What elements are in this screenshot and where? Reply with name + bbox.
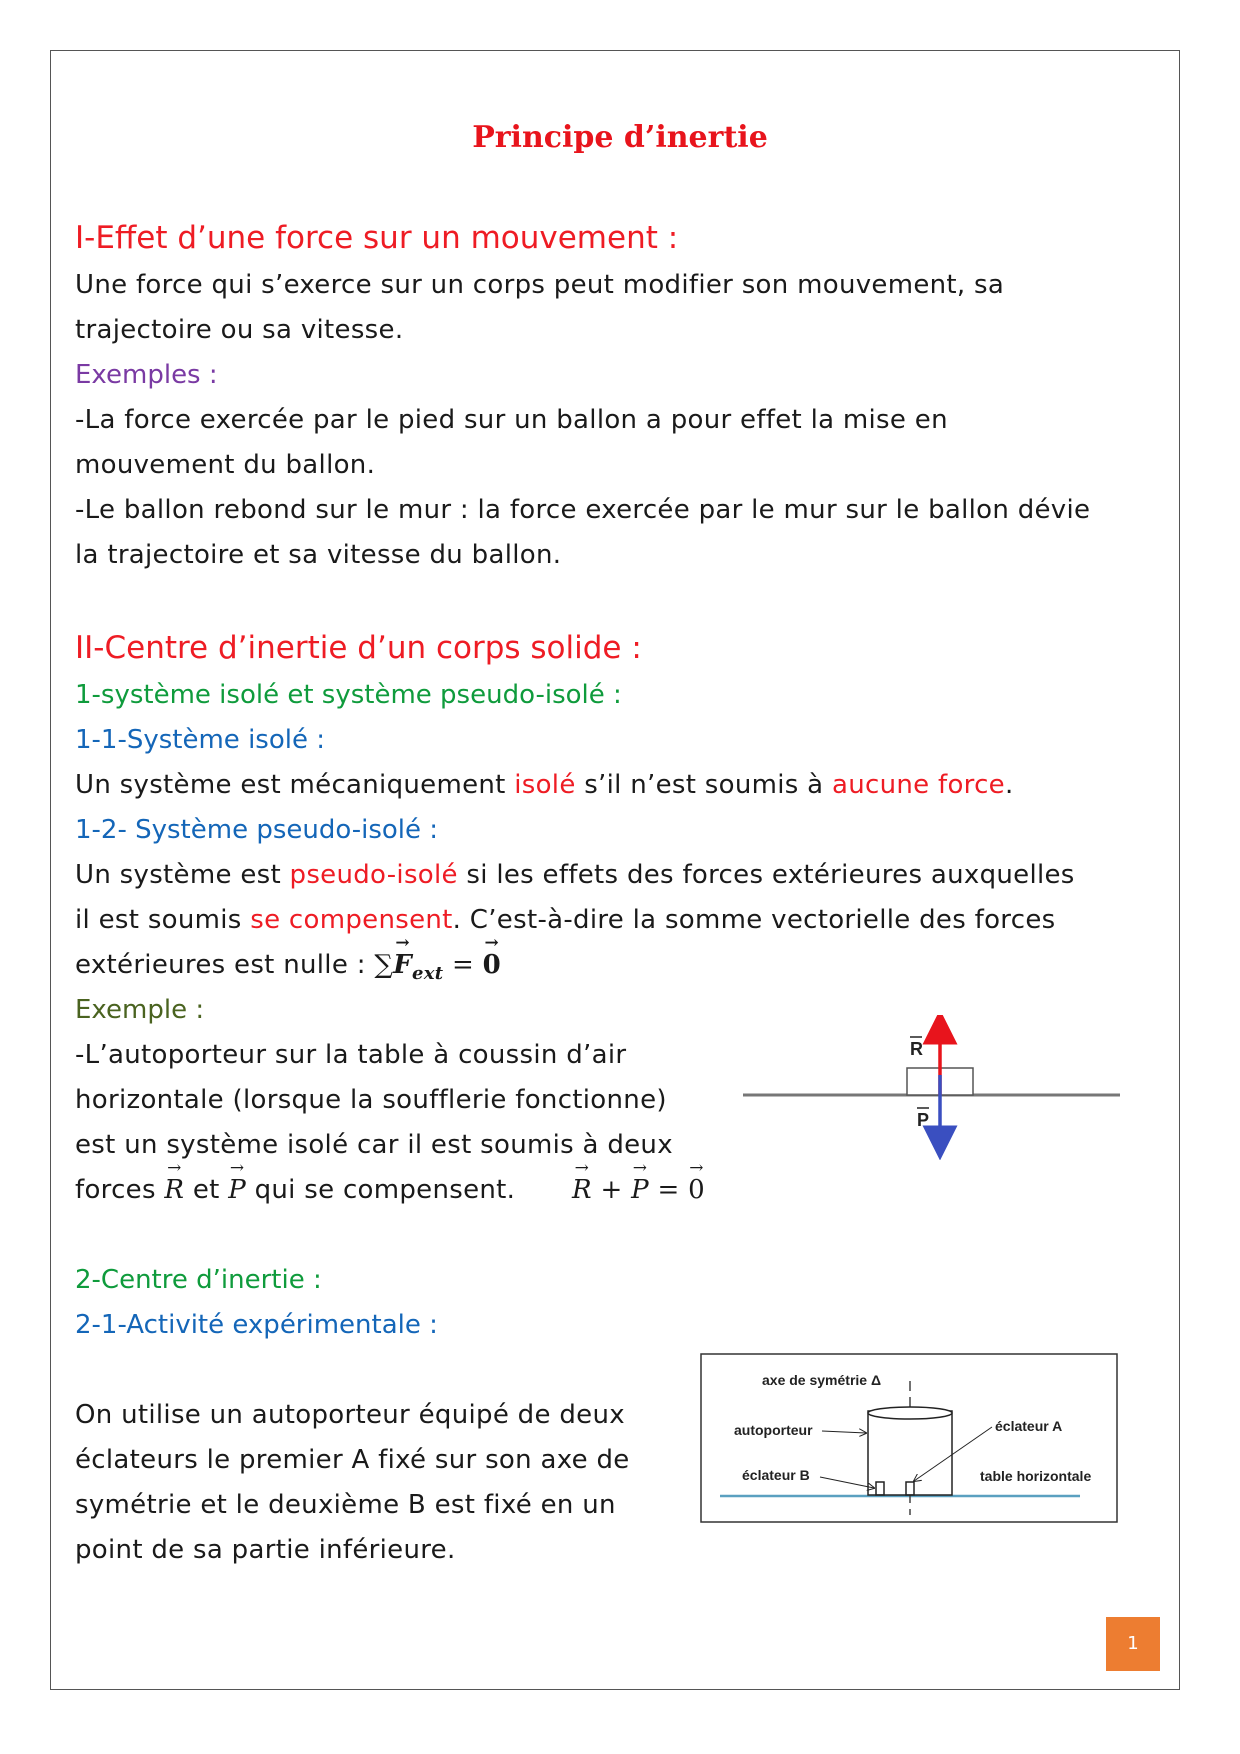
svg-text:autoporteur: autoporteur: [734, 1422, 813, 1438]
autoporteur-figure: [700, 1353, 1118, 1523]
pseudo-line3: extérieures est nulle : ∑→ $F_{ext}$ = → 0: [75, 950, 501, 984]
svg-text:table horizontale: table horizontale: [980, 1468, 1092, 1484]
subsection21-heading: 2-1-Activité expérimentale :: [75, 1310, 438, 1340]
example-line1: -L’autoporteur sur la table à coussin d’air: [75, 1040, 627, 1070]
isole-definition: Un système est mécaniquement isolé s’il n’est soumis à aucune force.: [75, 770, 1014, 800]
example-line2: horizontale (lorsque la soufflerie fonctionne): [75, 1085, 667, 1115]
label-R: R: [910, 1039, 923, 1059]
page-title: Principe d’inertie: [472, 120, 768, 155]
vector-R: → R: [164, 1175, 184, 1205]
pseudo-line2: il est soumis se compensent. C’est-à-dire la somme vectorielle des forces: [75, 905, 1056, 935]
section1-heading: I-Effet d’une force sur un mouvement :: [75, 220, 679, 256]
example2-line1: -Le ballon rebond sur le mur : la force exercée par le mur sur le ballon dévie: [75, 495, 1091, 525]
section2-heading: II-Centre d’inertie d’un corps solide :: [75, 630, 642, 666]
svg-text:éclateur A: éclateur A: [995, 1418, 1063, 1434]
sum-symbol: ∑: [374, 950, 394, 980]
example1-line2: mouvement du ballon.: [75, 450, 376, 480]
example2-line2: la trajectoire et sa vitesse du ballon.: [75, 540, 562, 570]
forces-diagram: [735, 1015, 1125, 1160]
subsection12-heading: 1-2- Système pseudo-isolé :: [75, 815, 439, 845]
vector-P: → P: [228, 1175, 246, 1205]
examples-label: Exemples :: [75, 360, 218, 390]
activity-line2: éclateurs le premier A fixé sur son axe de: [75, 1445, 630, 1475]
subsection11-heading: 1-1-Système isolé :: [75, 725, 325, 755]
example-label: Exemple :: [75, 995, 205, 1025]
section1-line1: Une force qui s’exerce sur un corps peut modifier son mouvement, sa: [75, 270, 1005, 300]
section1-line2: trajectoire ou sa vitesse.: [75, 315, 404, 345]
label-P: P: [917, 1110, 930, 1130]
svg-text:axe de symétrie Δ: axe de symétrie Δ: [762, 1372, 882, 1388]
activity-line1: On utilise un autoporteur équipé de deux: [75, 1400, 625, 1430]
activity-line3: symétrie et le deuxième B est fixé en un: [75, 1490, 616, 1520]
pseudo-line1: Un système est pseudo-isolé si les effets des forces extérieures auxquelles: [75, 860, 1075, 890]
subsection1-heading: 1-système isolé et système pseudo-isolé :: [75, 680, 622, 710]
example-line4: forces → R et → P qui se compensent.: [75, 1175, 515, 1205]
subsection2-heading: 2-Centre d’inertie :: [75, 1265, 322, 1295]
example-line3: est un système isolé car il est soumis à deux: [75, 1130, 673, 1160]
force-vector-F: → F: [393, 950, 412, 980]
equilibrium-equation: → R + → P = → 0: [572, 1175, 705, 1205]
example1-line1: -La force exercée par le pied sur un ballon a pour effet la mise en: [75, 405, 948, 435]
page-number-badge: 1: [1106, 1617, 1160, 1671]
zero-vector: → 0: [483, 950, 501, 980]
svg-text:éclateur B: éclateur B: [742, 1467, 810, 1483]
activity-line4: point de sa partie inférieure.: [75, 1535, 456, 1565]
